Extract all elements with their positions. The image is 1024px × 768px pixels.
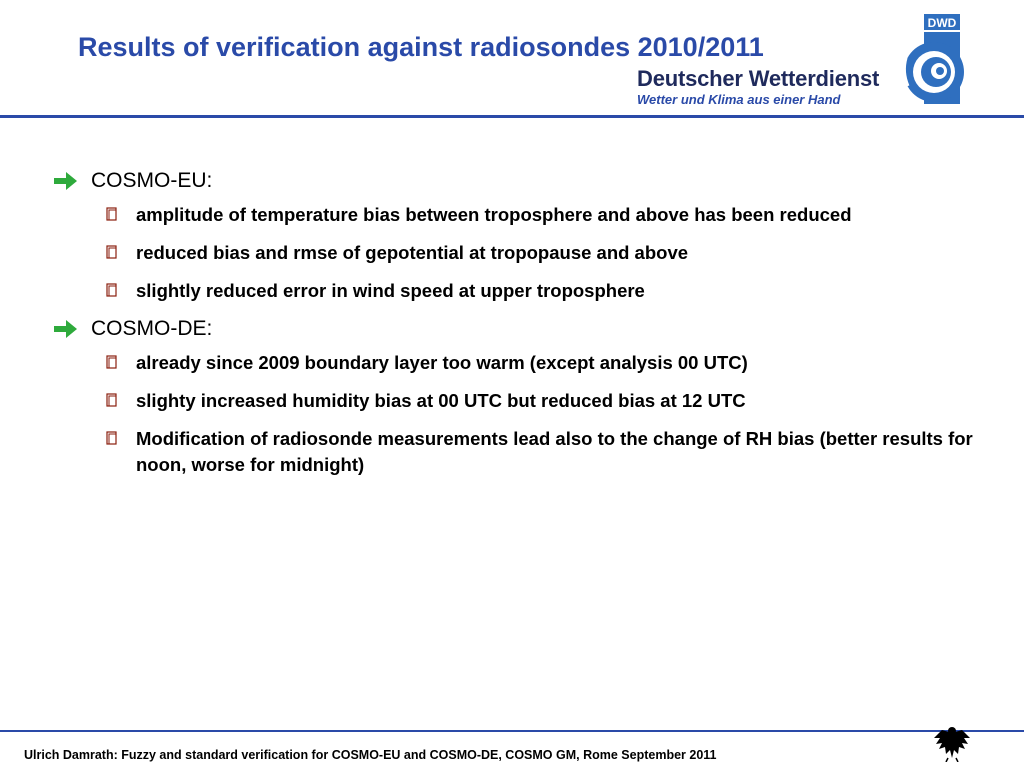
- bullet-square-icon: [106, 355, 118, 370]
- dwd-spiral-logo-icon: [898, 14, 964, 106]
- section-heading-text: COSMO-EU:: [91, 169, 213, 192]
- bullet-square-icon: [106, 393, 118, 408]
- slide-body: [50, 168, 990, 490]
- bullet-square-icon: [106, 283, 118, 298]
- bullet-square-icon: [106, 245, 118, 260]
- section-heading-cosmo-de: [50, 316, 990, 342]
- federal-eagle-icon: [932, 724, 972, 762]
- bullet-item: [50, 240, 990, 266]
- bullet-item: [50, 388, 990, 414]
- bullet-text: slighty increased humidity bias at 00 UTC but reduced bias at 12 UTC: [136, 390, 746, 411]
- org-tagline: Wetter und Klima aus einer Hand: [637, 92, 841, 107]
- slide-title: Results of verification against radiosondes 2010/2011: [78, 32, 764, 62]
- footer-text: Ulrich Damrath: Fuzzy and standard verification for COSMO-EU and COSMO-DE, COSMO GM, Rome September 2011: [24, 748, 717, 762]
- header-divider: [0, 115, 1024, 118]
- bullet-item: [50, 202, 990, 228]
- arrow-right-icon: [52, 168, 80, 194]
- section-heading-text: COSMO-DE:: [91, 317, 213, 340]
- bullet-square-icon: [106, 207, 118, 222]
- footer-divider: [0, 730, 1024, 732]
- bullet-text: already since 2009 boundary layer too warm (except analysis 00 UTC): [136, 352, 748, 373]
- bullet-item: [50, 426, 990, 478]
- arrow-right-icon: [52, 316, 80, 342]
- bullet-text: Modification of radiosonde measurements lead also to the change of RH bias (better results for noon, worse for midnight): [136, 428, 973, 475]
- bullet-item: [50, 350, 990, 376]
- bullet-item: [50, 278, 990, 304]
- logo-text: DWD: [927, 16, 957, 30]
- bullet-square-icon: [106, 431, 118, 446]
- bullet-text: slightly reduced error in wind speed at upper troposphere: [136, 280, 645, 301]
- bullet-text: reduced bias and rmse of gepotential at tropopause and above: [136, 242, 689, 263]
- section-heading-cosmo-eu: [50, 168, 990, 194]
- bullet-text: amplitude of temperature bias between troposphere and above has been reduced: [136, 204, 852, 225]
- org-name: Deutscher Wetterdienst: [637, 66, 880, 91]
